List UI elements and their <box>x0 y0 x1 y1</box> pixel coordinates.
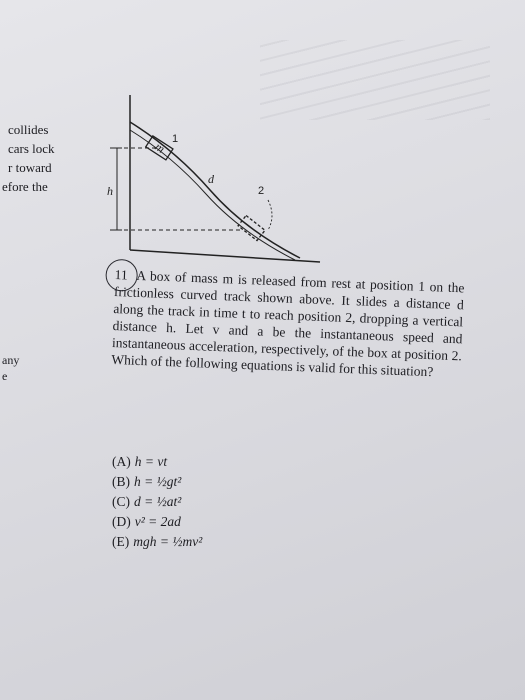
distance-label: d <box>208 172 214 186</box>
margin-line: any <box>2 353 20 367</box>
question-11 <box>111 266 465 381</box>
choice-label: (D) <box>112 514 131 529</box>
left-margin-fragments <box>0 120 55 196</box>
choice-label: (C) <box>112 494 130 509</box>
margin-line: efore the <box>2 179 48 194</box>
position-1-label: 1 <box>172 133 179 145</box>
choice-equation: d = ½at² <box>134 494 182 509</box>
answer-choices <box>112 452 202 552</box>
question-number: 11 <box>114 266 128 283</box>
choice-label: (B) <box>112 474 130 489</box>
position-2-label: 2 <box>258 185 265 197</box>
margin-line: collides <box>8 122 49 137</box>
mass-label: m <box>152 139 168 156</box>
track-diagram <box>90 90 350 270</box>
box-position-1 <box>146 135 174 160</box>
margin-line: r toward <box>8 160 52 175</box>
choice-label: (E) <box>112 534 130 549</box>
choice-d <box>112 512 202 532</box>
question-body <box>111 266 465 381</box>
choice-equation: v² = 2ad <box>134 514 181 529</box>
curved-track <box>130 122 300 258</box>
choice-label: (A) <box>112 454 131 469</box>
height-label: h <box>107 184 113 198</box>
choice-equation: mgh = ½mv² <box>133 534 203 549</box>
left-margin-fragments-lower <box>0 352 19 384</box>
choice-a <box>112 452 202 472</box>
choice-c <box>112 492 202 512</box>
question-text: A box of mass m is released from rest at position 1 on the frictionless curved track shown above. It slides a distance d along the track in time t to reach position 2, dropping a vertical distance h. Let v and a be the instantaneous speed and instantaneous acceleration, respectively, of the box at position 2. Which of the following equations is valid for this situation? <box>111 267 465 380</box>
position-2-leader <box>268 200 272 230</box>
choice-equation: h = vt <box>134 454 168 469</box>
choice-b <box>112 472 202 492</box>
choice-e <box>112 532 202 552</box>
margin-line: e <box>2 369 8 383</box>
margin-line: cars lock <box>8 141 55 156</box>
ground-line <box>130 250 320 262</box>
choice-equation: h = ½gt² <box>134 474 182 489</box>
